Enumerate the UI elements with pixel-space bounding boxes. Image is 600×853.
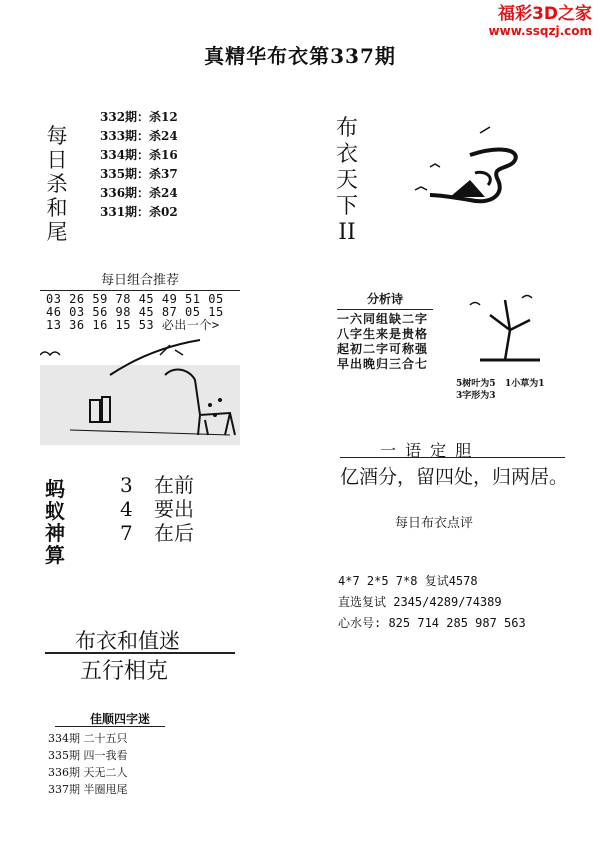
hints-box: [456, 378, 544, 402]
ant-num: 7: [120, 521, 133, 545]
ant-text: 在后: [154, 521, 194, 545]
divider: [340, 457, 565, 458]
page-title: 真精华布衣第337期: [204, 44, 396, 68]
ant-num: 4: [120, 497, 133, 521]
divider: [337, 309, 433, 310]
landscape-sketch-icon: [410, 125, 540, 215]
ant-text: 要出: [154, 497, 194, 521]
yiyu-text: 亿酒分，留四处，归两居。: [340, 466, 569, 488]
list-item: 336期：杀24: [100, 186, 178, 200]
brand-name: 福彩3D之家: [498, 4, 592, 24]
daily-kill-label: 每日杀和尾: [46, 124, 68, 244]
four-char-list: [48, 730, 128, 798]
poem-title: 分析诗: [366, 292, 403, 306]
review-line: 4*7 2*5 7*8 复试4578: [338, 574, 478, 588]
list-item: 334期 二十五只: [48, 732, 128, 745]
hezhi-subtitle: 五行相克: [80, 659, 169, 684]
buyi-tianxia-label: 布衣天下 II: [335, 116, 358, 245]
divider: [55, 726, 165, 727]
list-item: 337期 半圈甩尾: [48, 783, 128, 796]
poem-line: 八字生来是贵格: [337, 327, 429, 341]
list-item: 334期：杀16: [100, 148, 178, 162]
ant-num: 3: [120, 473, 133, 497]
list-item: 332期：杀12: [100, 110, 178, 124]
review-line: 心水号: 825 714 285 987 563: [338, 616, 526, 630]
site-brand: [489, 4, 592, 38]
hint-text: 3字形为3: [456, 391, 496, 401]
ant-row: [120, 521, 194, 545]
tree-sketch-icon: [460, 290, 550, 365]
list-item: 335期 四一我看: [48, 749, 128, 762]
list-item: 331期：杀02: [100, 205, 178, 219]
combo-row: 03 26 59 78 45 49 51 05: [46, 292, 224, 306]
list-item: 336期 天无二人: [48, 766, 128, 779]
combo-row: 46 03 56 98 45 87 05 15: [46, 305, 224, 319]
daily-kill-list: [100, 108, 178, 222]
roman-numeral: II: [338, 220, 356, 245]
ant-label: 蚂蚁神算: [45, 477, 65, 567]
daily-combo-box: [40, 272, 240, 332]
poem-line: 早出晚归三合七: [337, 357, 429, 371]
combo-row: 13 36 16 15 53 必出一个>: [46, 318, 220, 332]
list-item: 333期：杀24: [100, 129, 178, 143]
review-line: 直选复试 2345/4289/74389: [338, 595, 502, 609]
poem-line: 起初二字可称强: [337, 342, 429, 356]
list-item: 335期：杀37: [100, 167, 178, 181]
poem-line: 一六同组缺二字: [337, 312, 429, 326]
hezhi-title: 布衣和值迷: [75, 629, 180, 653]
daily-review-title: 每日布衣点评: [395, 516, 474, 531]
yiyu-title: 一 语 定 胆: [380, 441, 474, 460]
ant-row: [120, 473, 194, 497]
hint-text: 5树叶为5: [456, 379, 496, 389]
hint-text: 1小草为1: [504, 379, 545, 389]
daily-combo-title: 每日组合推荐: [40, 272, 240, 291]
brand-url: www.ssqzj.com: [488, 24, 592, 38]
ant-row: [120, 497, 194, 521]
four-char-title: 佳顺四字迷: [90, 712, 151, 726]
deer-sketch-icon: [40, 335, 240, 450]
poem-box: [337, 290, 433, 372]
ant-text: 在前: [154, 473, 194, 497]
